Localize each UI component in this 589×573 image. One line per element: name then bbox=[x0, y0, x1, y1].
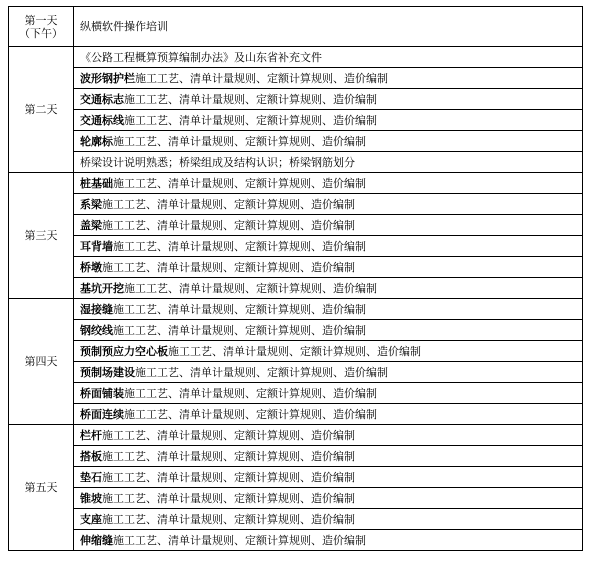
topic-name: 桥面铺装 bbox=[80, 386, 124, 400]
content-cell bbox=[74, 509, 583, 530]
content-cell bbox=[74, 257, 583, 278]
training-schedule-table bbox=[8, 6, 583, 551]
topic-name: 轮廓标 bbox=[80, 134, 113, 148]
table-row bbox=[9, 278, 583, 299]
topic-detail: 施工工艺、清单计量规则、定额计算规则、造价编制 bbox=[102, 512, 355, 526]
content-text: 《公路工程概算预算编制办法》及山东省补充文件 bbox=[80, 50, 322, 64]
content-cell bbox=[74, 362, 583, 383]
table-row bbox=[9, 320, 583, 341]
content-cell bbox=[74, 488, 583, 509]
topic-detail: 施工工艺、清单计量规则、定额计算规则、造价编制 bbox=[102, 218, 355, 232]
topic-detail: 施工工艺、清单计量规则、定额计算规则、造价编制 bbox=[124, 386, 377, 400]
content-cell bbox=[74, 68, 583, 89]
topic-name: 预制预应力空心板 bbox=[80, 344, 168, 358]
content-cell bbox=[74, 446, 583, 467]
table-row bbox=[9, 236, 583, 257]
table-row bbox=[9, 152, 583, 173]
topic-detail: 施工工艺、清单计量规则、定额计算规则、造价编制 bbox=[102, 197, 355, 211]
topic-detail: 施工工艺、清单计量规则、定额计算规则、造价编制 bbox=[113, 239, 366, 253]
topic-name: 栏杆 bbox=[80, 428, 102, 442]
table-row bbox=[9, 89, 583, 110]
table-row bbox=[9, 68, 583, 89]
day-label: 第四天 bbox=[24, 355, 58, 368]
table-row bbox=[9, 362, 583, 383]
content-cell bbox=[74, 383, 583, 404]
topic-name: 锥坡 bbox=[80, 491, 102, 505]
topic-name: 桥面连续 bbox=[80, 407, 124, 421]
day-sublabel: （下午） bbox=[19, 26, 63, 40]
topic-detail: 施工工艺、清单计量规则、定额计算规则、造价编制 bbox=[124, 92, 377, 106]
day-cell bbox=[9, 299, 74, 425]
table-row bbox=[9, 383, 583, 404]
topic-name: 支座 bbox=[80, 512, 102, 526]
content-cell bbox=[74, 530, 583, 551]
topic-detail: 施工工艺、清单计量规则、定额计算规则、造价编制 bbox=[113, 176, 366, 190]
topic-name: 交通标志 bbox=[80, 92, 124, 106]
content-cell bbox=[74, 278, 583, 299]
topic-name: 波形钢护栏 bbox=[80, 71, 135, 85]
topic-name: 基坑开挖 bbox=[80, 281, 124, 295]
content-cell bbox=[74, 173, 583, 194]
table-row bbox=[9, 341, 583, 362]
schedule-body bbox=[9, 7, 583, 551]
table-row bbox=[9, 299, 583, 320]
table-row bbox=[9, 425, 583, 446]
topic-detail: 施工工艺、清单计量规则、定额计算规则、造价编制 bbox=[124, 281, 377, 295]
table-row bbox=[9, 47, 583, 68]
topic-name: 湿接缝 bbox=[80, 302, 113, 316]
day-label: 第一天 bbox=[24, 13, 58, 27]
content-cell bbox=[74, 320, 583, 341]
topic-name: 系梁 bbox=[80, 197, 102, 211]
topic-name: 搭板 bbox=[80, 449, 102, 463]
content-cell bbox=[74, 89, 583, 110]
topic-detail: 施工工艺、清单计量规则、定额计算规则、造价编制 bbox=[113, 323, 366, 337]
table-row bbox=[9, 488, 583, 509]
topic-detail: 施工工艺、清单计量规则、定额计算规则、造价编制 bbox=[135, 365, 388, 379]
table-row bbox=[9, 509, 583, 530]
table-row bbox=[9, 194, 583, 215]
topic-name: 交通标线 bbox=[80, 113, 124, 127]
topic-detail: 施工工艺、清单计量规则、定额计算规则、造价编制 bbox=[124, 407, 377, 421]
table-row bbox=[9, 530, 583, 551]
content-cell bbox=[74, 47, 583, 68]
topic-detail: 施工工艺、清单计量规则、定额计算规则、造价编制 bbox=[124, 113, 377, 127]
table-row bbox=[9, 257, 583, 278]
day-label: 第二天 bbox=[24, 103, 58, 116]
day-cell bbox=[9, 7, 74, 47]
table-row bbox=[9, 467, 583, 488]
content-cell bbox=[74, 131, 583, 152]
table-row bbox=[9, 173, 583, 194]
content-cell bbox=[74, 341, 583, 362]
topic-detail: 施工工艺、清单计量规则、定额计算规则、造价编制 bbox=[113, 134, 366, 148]
day-label: 第五天 bbox=[24, 481, 58, 494]
content-cell bbox=[74, 194, 583, 215]
content-cell bbox=[74, 152, 583, 173]
topic-detail: 施工工艺、清单计量规则、定额计算规则、造价编制 bbox=[113, 533, 366, 547]
content-cell bbox=[74, 299, 583, 320]
topic-detail: 施工工艺、清单计量规则、定额计算规则、造价编制 bbox=[135, 71, 388, 85]
day-label: 第三天 bbox=[24, 229, 58, 242]
topic-name: 耳背墙 bbox=[80, 239, 113, 253]
topic-detail: 施工工艺、清单计量规则、定额计算规则、造价编制 bbox=[113, 302, 366, 316]
content-cell bbox=[74, 404, 583, 425]
content-text: 纵横软件操作培训 bbox=[80, 20, 168, 33]
content-cell bbox=[74, 7, 583, 47]
table-row bbox=[9, 131, 583, 152]
topic-detail: 施工工艺、清单计量规则、定额计算规则、造价编制 bbox=[168, 344, 421, 358]
topic-detail: 施工工艺、清单计量规则、定额计算规则、造价编制 bbox=[102, 449, 355, 463]
table-row bbox=[9, 110, 583, 131]
day-cell bbox=[9, 173, 74, 299]
table-row bbox=[9, 404, 583, 425]
table-row bbox=[9, 7, 583, 47]
content-text: 桥梁设计说明熟悉；桥梁组成及结构认识；桥梁钢筋划分 bbox=[80, 155, 355, 169]
topic-name: 盖梁 bbox=[80, 218, 102, 232]
day-cell bbox=[9, 425, 74, 551]
topic-name: 桩基础 bbox=[80, 176, 113, 190]
table-row bbox=[9, 215, 583, 236]
content-cell bbox=[74, 425, 583, 446]
table-row bbox=[9, 446, 583, 467]
topic-name: 钢绞线 bbox=[80, 323, 113, 337]
day-cell bbox=[9, 47, 74, 173]
topic-name: 桥墩 bbox=[80, 260, 102, 274]
content-cell bbox=[74, 215, 583, 236]
topic-detail: 施工工艺、清单计量规则、定额计算规则、造价编制 bbox=[102, 428, 355, 442]
topic-detail: 施工工艺、清单计量规则、定额计算规则、造价编制 bbox=[102, 470, 355, 484]
topic-detail: 施工工艺、清单计量规则、定额计算规则、造价编制 bbox=[102, 491, 355, 505]
content-cell bbox=[74, 236, 583, 257]
topic-name: 预制场建设 bbox=[80, 365, 135, 379]
content-cell bbox=[74, 110, 583, 131]
topic-name: 垫石 bbox=[80, 470, 102, 484]
content-cell bbox=[74, 467, 583, 488]
topic-name: 伸缩缝 bbox=[80, 533, 113, 547]
topic-detail: 施工工艺、清单计量规则、定额计算规则、造价编制 bbox=[102, 260, 355, 274]
